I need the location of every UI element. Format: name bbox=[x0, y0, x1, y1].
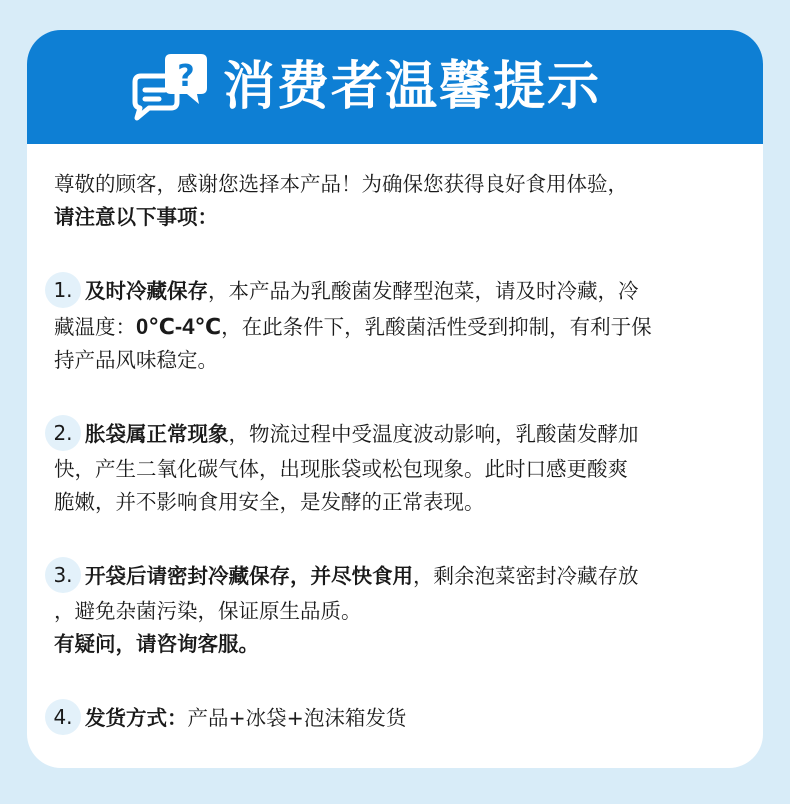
item-text: ，避免杂菌污染，保证原生品质。 bbox=[54, 599, 362, 623]
item-text: 产品+冰袋+泡沫箱发货 bbox=[187, 706, 407, 730]
item-text: ，本产品为乳酸菌发酵型泡菜，请及时冷藏，冷 bbox=[208, 279, 639, 303]
item-title: 胀袋属正常现象 bbox=[85, 422, 229, 446]
item-text: ，在此条件下，乳酸菌活性受到抑制，有利于保 bbox=[221, 315, 652, 339]
intro-paragraph bbox=[54, 168, 754, 234]
item-number-badge: 4. bbox=[45, 699, 81, 735]
intro-emphasis: 请注意以下事项： bbox=[54, 205, 218, 229]
item-title: 发货方式： bbox=[85, 706, 188, 730]
item-text: 藏温度： bbox=[54, 315, 136, 339]
header-banner bbox=[27, 30, 763, 144]
item-number-badge: 1. bbox=[45, 272, 81, 308]
item-number-badge: 2. bbox=[45, 415, 81, 451]
notice-item-3 bbox=[54, 559, 754, 661]
svg-text:?: ? bbox=[177, 59, 195, 94]
intro-line: 尊敬的顾客，感谢您选择本产品！为确保您获得良好食用体验， bbox=[54, 172, 628, 196]
page-title: 消费者温馨提示 bbox=[223, 57, 602, 117]
temperature-range: 0℃-4℃ bbox=[136, 314, 222, 339]
content-body bbox=[54, 168, 754, 737]
item-text: ，剩余泡菜密封冷藏存放 bbox=[413, 564, 639, 588]
notice-card bbox=[27, 30, 763, 768]
item-text: 脆嫩，并不影响食用安全，是发酵的正常表现。 bbox=[54, 490, 485, 514]
item-title: 及时冷藏保存 bbox=[85, 279, 208, 303]
item-title: 开袋后请密封冷藏保存，并尽快食用 bbox=[85, 564, 413, 588]
item-text: ，物流过程中受温度波动影响，乳酸菌发酵加 bbox=[228, 422, 639, 446]
contact-note: 有疑问，请咨询客服。 bbox=[54, 632, 259, 656]
notice-item-1 bbox=[54, 274, 754, 377]
item-number-badge: 3. bbox=[45, 557, 81, 593]
item-text: 快，产生二氧化碳气体，出现胀袋或松包现象。此时口感更酸爽 bbox=[54, 457, 628, 481]
question-chat-bubble-icon bbox=[125, 52, 215, 132]
notice-item-4 bbox=[54, 701, 754, 737]
item-text: 持产品风味稳定。 bbox=[54, 348, 218, 372]
notice-item-2 bbox=[54, 417, 754, 519]
